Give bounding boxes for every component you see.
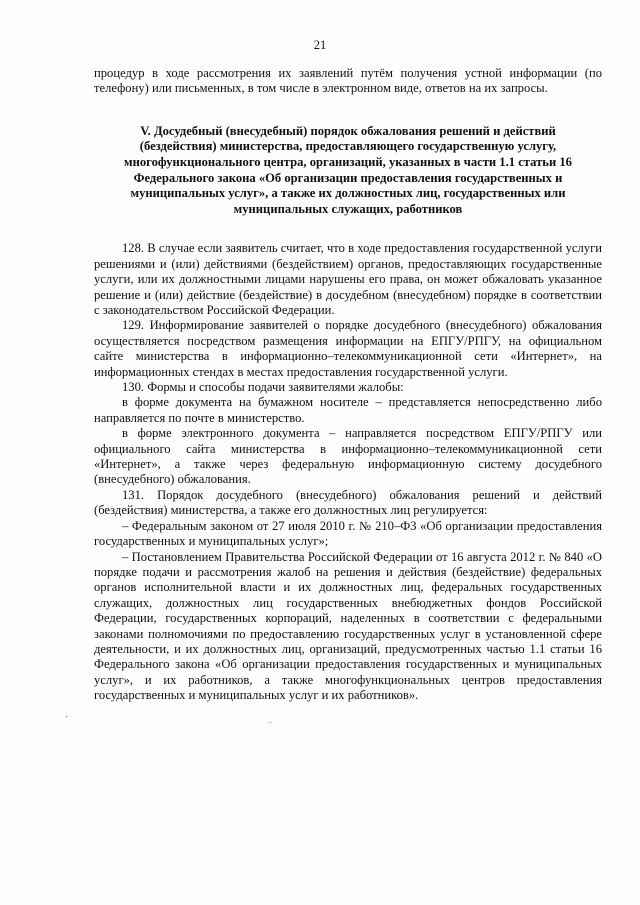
paragraph-130-paper-form: в форме документа на бумажном носителе – представляется непосредственно либо направляется по почте в министерство. xyxy=(94,395,602,425)
paragraph-131: 131. Порядок досудебного (внесудебного) обжалования решений и действий (бездействия) министерства, а также его должностных лиц регулируется: xyxy=(94,487,602,518)
section-heading: V. Досудебный (внесудебный) порядок обжалования решений и действий (бездействия) министерства, предоставляющего государственную услугу, многофункционального центра, организаций, указанных в части 1.1 статьи 16 Федерального закона «Об организации предоставления государственных и муниципальных услуг», а также их должностных лиц, государственных или муниципальных служащих, работников xyxy=(124,123,572,216)
scan-speck xyxy=(66,716,67,717)
paragraph-131-government-decree: – Постановлением Правительства Российской Федерации от 16 августа 2012 г. № 840 «О порядке подачи и рассмотрения жалоб на решения и действия (бездействие) федеральных органов исполнительной власти и их должностных лиц, федеральных государственных служащих, должностных лиц государственных внебюджетных фондов Российской Федерации, государственных корпораций, наделенных в соответствии с федеральными законами полномочиями по предоставлению государственных услуг в установленной сфере деятельности, и их должностных лиц, организаций, предусмотренных частью 1.1 статьи 16 Федерального закона «Об организации предоставления государственных и муниципальных услуг», и их работников, а также многофункциональных центров предоставления государственных и муниципальных услуг и их работников». xyxy=(94,549,602,703)
scan-speck xyxy=(270,722,271,723)
paragraph-130: 130. Формы и способы подачи заявителями жалобы: xyxy=(122,380,404,395)
paragraph-129: 129. Информирование заявителей о порядке досудебного (внесудебного) обжалования осуществляется посредством размещения информации на ЕПГУ/РПГУ, на официальном сайте министерства в информационно–телекоммуникационной сети «Интернет», на информационных стендах в местах предоставления государственной услуги. xyxy=(94,318,602,379)
page-number: 21 xyxy=(313,38,327,52)
paragraph-128: 128. В случае если заявитель считает, что в ходе предоставления государственной услуги решениями и (или) действиями (бездействием) органов, предоставляющих государственные услуги, или их должностными лицами нарушены его права, он может обжаловать указанное решение и (или) действие (бездействие) в досудебном (внесудебном) порядке в соответствии с законодательством Российской Федерации. xyxy=(94,241,602,317)
paragraph-131-federal-law: – Федеральным законом от 27 июля 2010 г. № 210–ФЗ «Об организации предоставления государственных и муниципальных услуг»; xyxy=(94,518,602,549)
paragraph-130-electronic-form: в форме электронного документа – направляется посредством ЕПГУ/РПГУ или официального сайта министерства в информационно–телекоммуникационной сети «Интернет», а также через федеральную информационную систему досудебного (внесудебного) обжалования. xyxy=(94,426,602,487)
document-body xyxy=(94,66,602,704)
intro-paragraph: процедур в ходе рассмотрения их заявлений путём получения устной информации (по телефону) или письменных, в том числе в электронном виде, ответов на их запросы. xyxy=(94,66,602,96)
